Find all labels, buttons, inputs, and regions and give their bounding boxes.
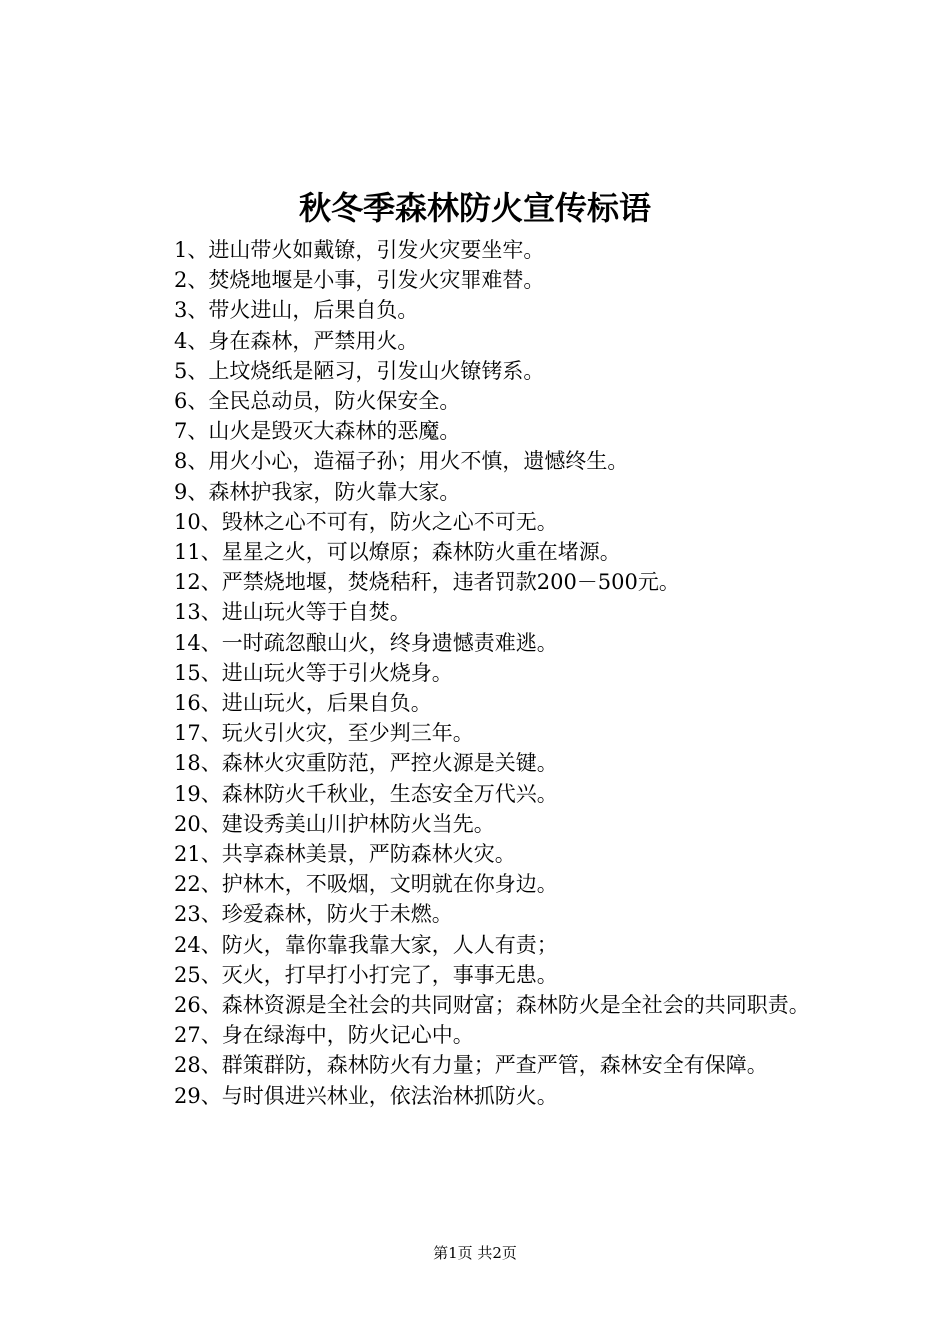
slogan-item: 10、毁林之心不可有，防火之心不可无。 xyxy=(174,509,558,534)
slogan-item: 23、珍爱森林，防火于未燃。 xyxy=(174,902,453,927)
slogan-item: 15、进山玩火等于引火烧身。 xyxy=(174,660,453,685)
slogan-item: 28、群策群防，森林防火有力量；严查严管，森林安全有保障。 xyxy=(174,1053,768,1078)
slogan-item: 4、身在森林，严禁用火。 xyxy=(174,328,419,353)
document-title: 秋冬季森林防火宣传标语 xyxy=(298,189,651,227)
slogan-item: 1、进山带火如戴镣，引发火灾要坐牢。 xyxy=(174,238,545,262)
slogan-item: 9、森林护我家，防火靠大家。 xyxy=(174,479,461,504)
page-footer: 第1页 共2页 xyxy=(433,1244,517,1262)
slogan-item: 2、焚烧地堰是小事，引发火灾罪难替。 xyxy=(174,268,545,293)
slogan-item: 5、上坟烧纸是陋习，引发山火镣铐系。 xyxy=(174,358,545,383)
slogan-item: 16、进山玩火，后果自负。 xyxy=(174,691,432,716)
slogan-list xyxy=(128,235,834,1111)
slogan-item: 19、森林防火千秋业，生态安全万代兴。 xyxy=(174,781,558,806)
slogan-item: 21、共享森林美景，严防森林火灾。 xyxy=(174,842,516,867)
slogan-item: 6、全民总动员，防火保安全。 xyxy=(174,389,461,414)
slogan-item: 22、护林木，不吸烟，文明就在你身边。 xyxy=(174,872,558,897)
slogan-item: 8、用火小心，造福子孙；用火不慎，遗憾终生。 xyxy=(174,449,629,474)
slogan-item: 14、一时疏忽酿山火，终身遗憾责难逃。 xyxy=(174,630,558,655)
slogan-item: 3、带火进山，后果自负。 xyxy=(174,298,419,323)
slogan-item: 25、灭火，打早打小打完了，事事无患。 xyxy=(174,962,558,987)
slogan-item: 27、身在绿海中，防火记心中。 xyxy=(174,1023,474,1048)
slogan-item: 7、山火是毁灭大森林的恶魔。 xyxy=(174,419,461,444)
slogan-item: 11、星星之火，可以燎原；森林防火重在堵源。 xyxy=(174,540,621,565)
slogan-item: 17、玩火引火灾，至少判三年。 xyxy=(174,721,474,746)
slogan-item: 13、进山玩火等于自焚。 xyxy=(174,600,411,625)
slogan-item: 20、建设秀美山川护林防火当先。 xyxy=(174,811,495,836)
slogan-item: 24、防火，靠你靠我靠大家，人人有责； xyxy=(174,932,558,957)
slogan-item: 29、与时俱进兴林业，依法治林抓防火。 xyxy=(174,1083,558,1108)
slogan-item: 26、森林资源是全社会的共同财富；森林防火是全社会的共同职责。 xyxy=(174,993,810,1018)
slogan-item: 12、严禁烧地堰，焚烧秸秆，违者罚款200－500元。 xyxy=(174,570,680,595)
slogan-item: 18、森林火灾重防范，严控火源是关键。 xyxy=(174,751,558,776)
